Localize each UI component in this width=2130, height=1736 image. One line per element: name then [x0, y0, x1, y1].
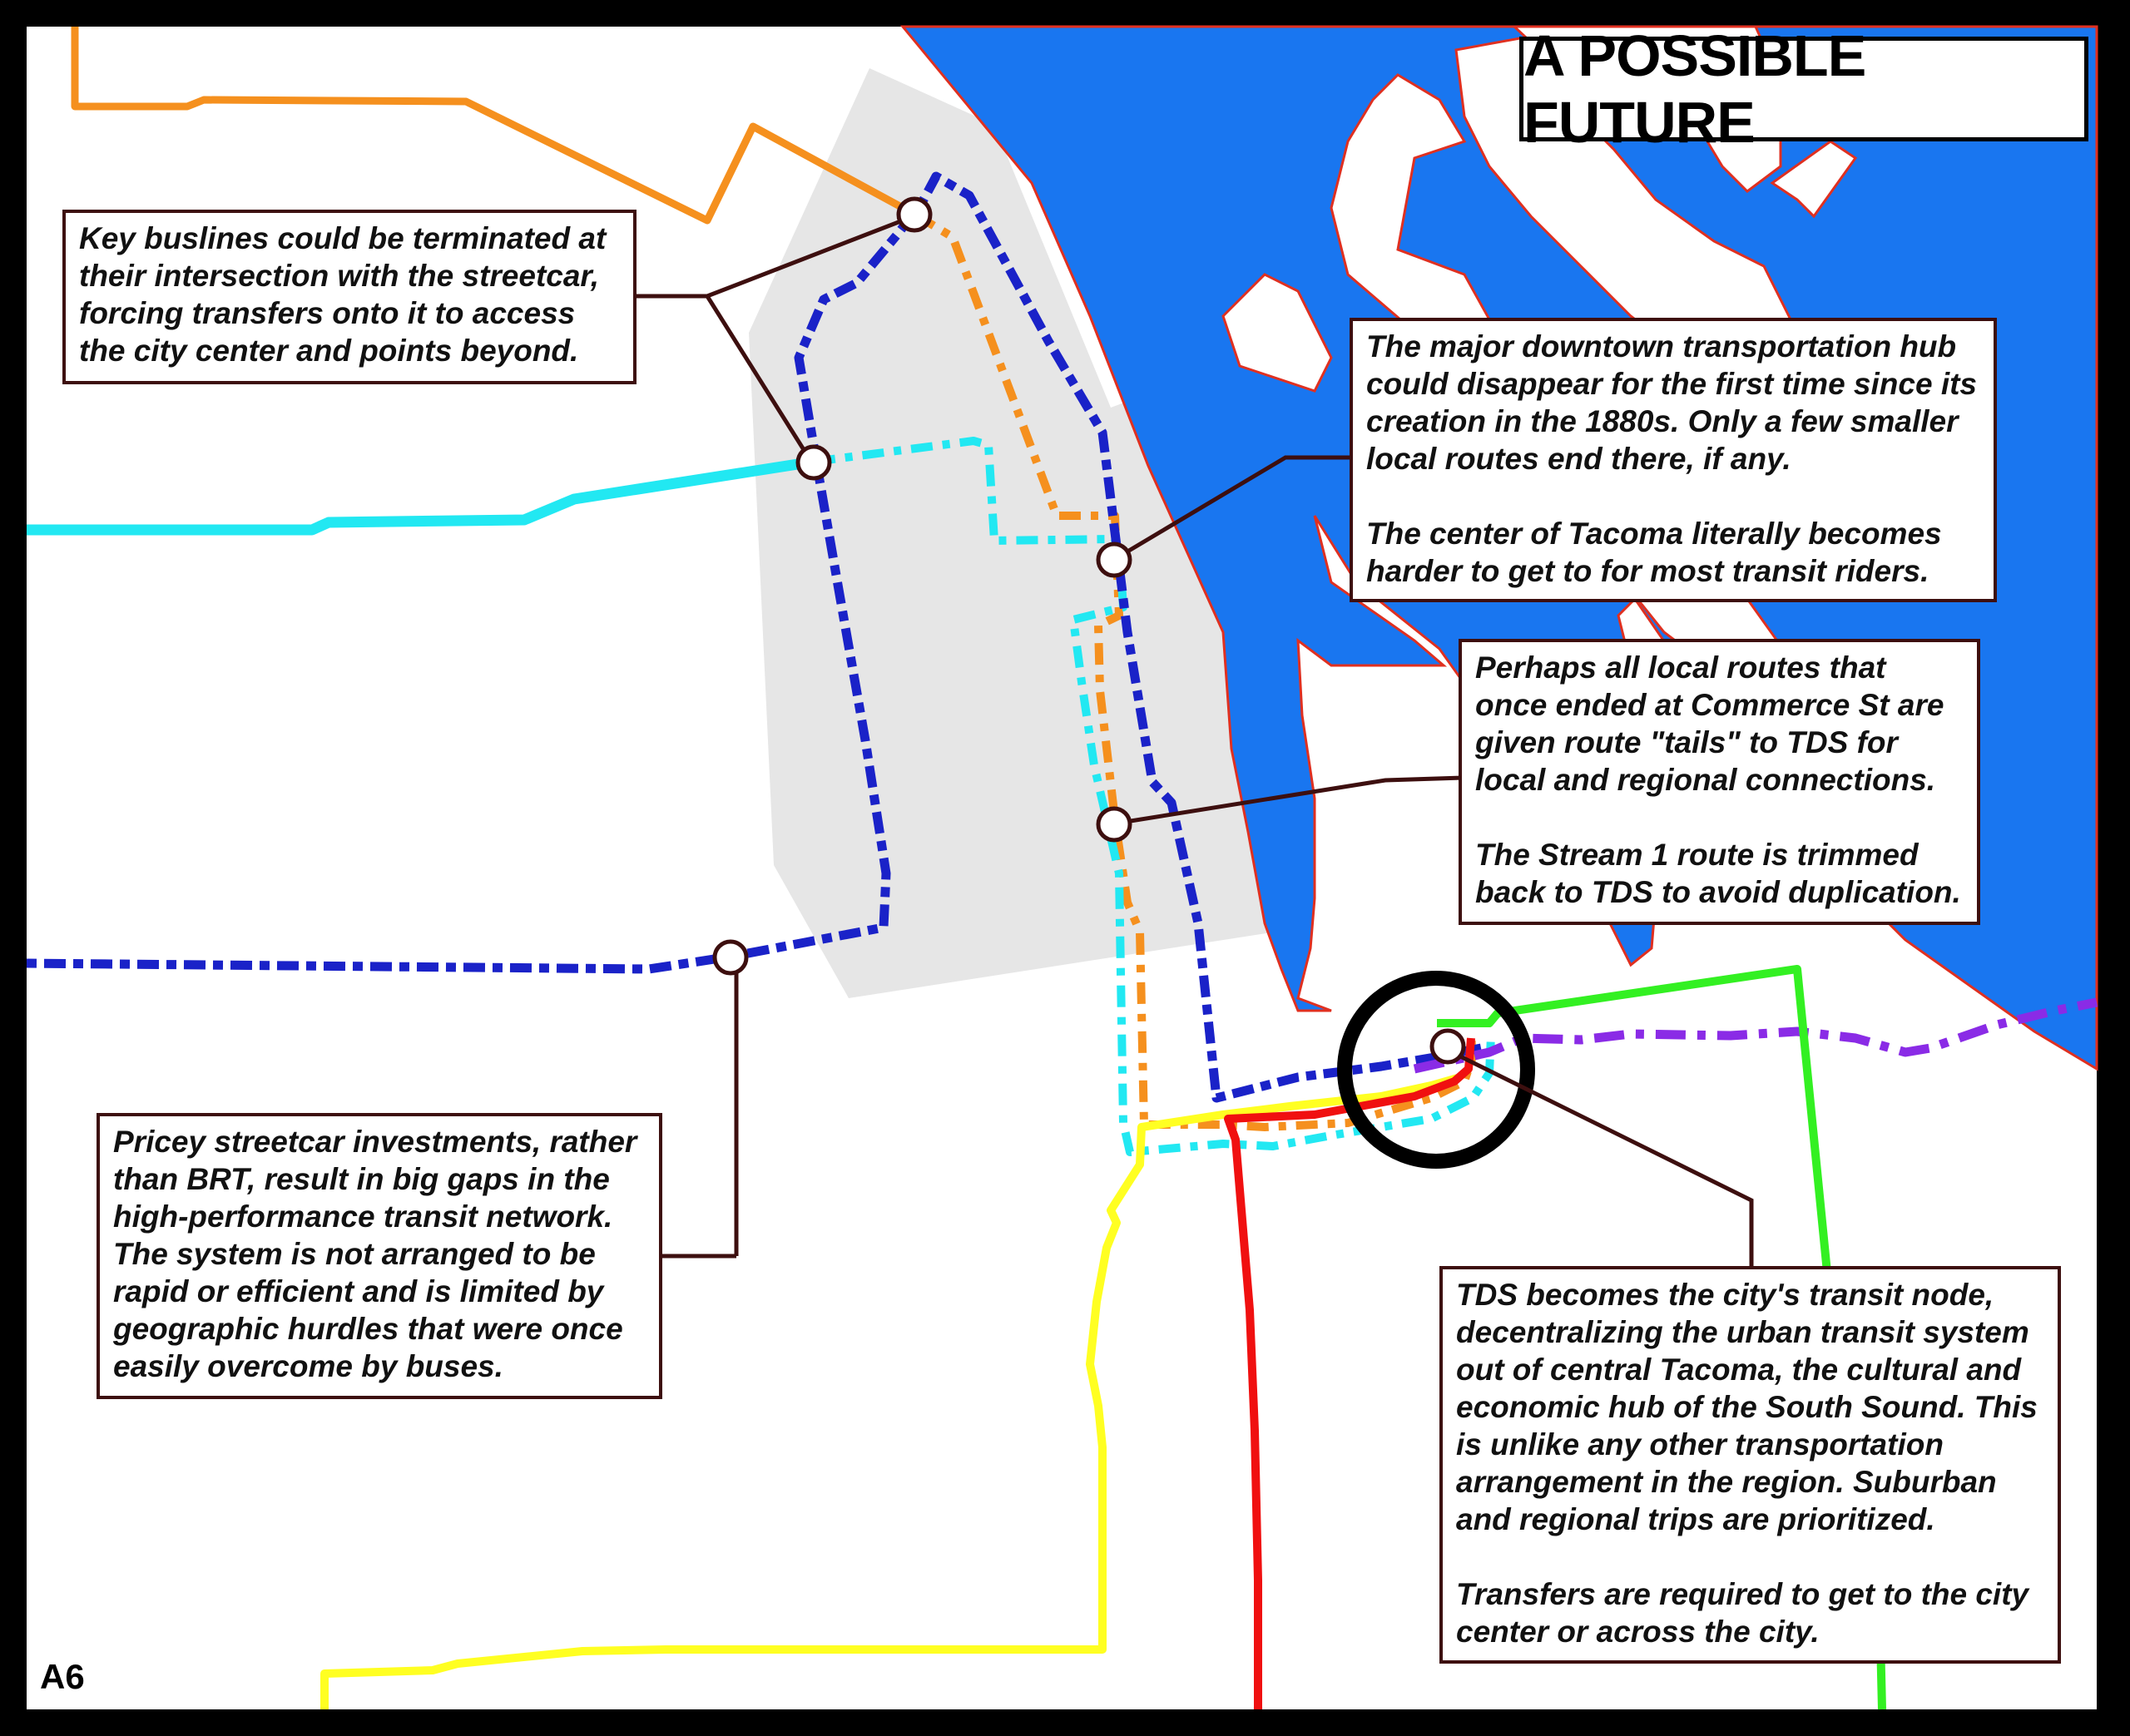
callout-hub-text-2: The center of Tacoma literally becomes harder to get to for most transit riders.	[1366, 517, 1942, 588]
callout-streetcar-text: Pricey streetcar investments, rather than BRT, result in big gaps in the high-performance transit network. The system is not arranged to be rapid or efficient and is limited by geographic hurdles that were once easily overcome by buses.	[113, 1125, 637, 1383]
callout-route-tails	[1459, 639, 1980, 925]
callout-downtown-hub	[1350, 318, 1997, 602]
callout-tds-node	[1439, 1266, 2061, 1664]
callout-tails-text-1: Perhaps all local routes that once ended at Commerce St are given route "tails" to TDS for local and regional connections.	[1475, 650, 1944, 797]
transfer-point-cyan	[798, 447, 830, 478]
transfer-point-blue	[715, 942, 746, 973]
page-label: A6	[40, 1657, 85, 1696]
transfer-point-tails	[1098, 809, 1130, 840]
callout-tds-text-2: Transfers are required to get to the city center or across the city.	[1456, 1577, 2029, 1649]
transfer-point-tds	[1432, 1031, 1464, 1062]
callout-tails-text-2: The Stream 1 route is trimmed back to TDS to avoid duplication.	[1475, 838, 1961, 909]
callout-streetcar-gaps	[97, 1113, 662, 1399]
transfer-point-orange	[899, 199, 930, 230]
callout-tds-text-1: TDS becomes the city's transit node, decentralizing the urban transit system out of central Tacoma, the cultural and economic hub of the South Sound. This is unlike any other transportation arrangement in the region. Suburban and regional trips are prioritized.	[1456, 1278, 2038, 1536]
callout-buslines-text: Key buslines could be terminated at their intersection with the streetcar, forcing transfers onto it to access the city center and points beyond.	[79, 221, 607, 368]
map-title: A POSSIBLE FUTURE	[1519, 37, 2088, 141]
transfer-point-commerce	[1098, 544, 1130, 576]
callout-buslines	[62, 210, 637, 384]
callout-hub-text-1: The major downtown transportation hub could disappear for the first time since its creation in the 1880s. Only a few smaller local routes end there, if any.	[1366, 329, 1978, 476]
